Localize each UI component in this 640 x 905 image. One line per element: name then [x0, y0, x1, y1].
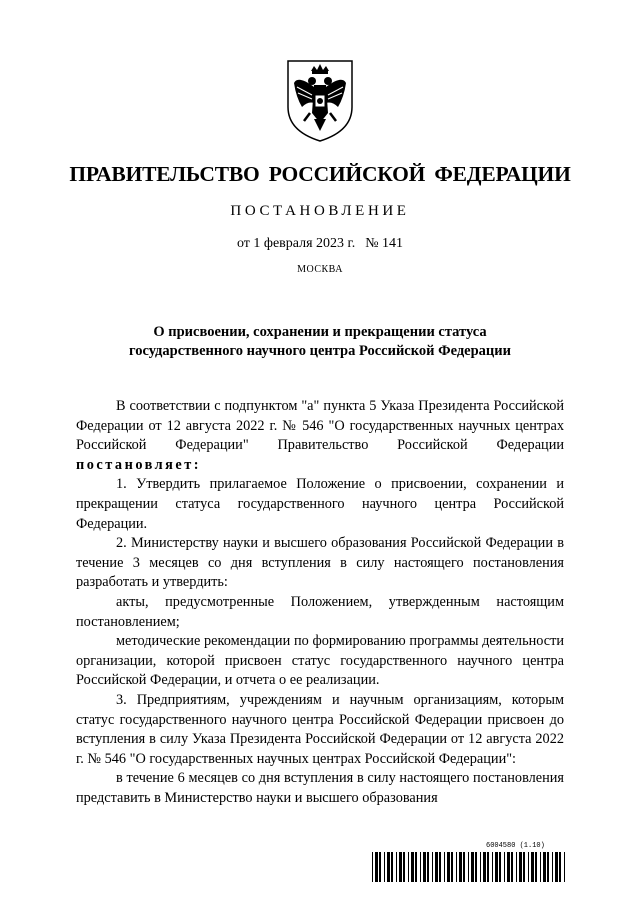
paragraph-3-item-1: в течение 6 месяцев со дня вступления в силу настоящего постановления представить в Министерство науки и высшего образования	[76, 770, 564, 806]
preamble-text: В соответствии с подпунктом "а" пункта 5 Указа Президента Российской Федерации от 12 августа 2022 г. № 546 "О государственных научных центрах Российской Федерации" Правительство Российской Федерации	[76, 398, 564, 454]
document-date: от 1 февраля 2023 г.	[236, 236, 356, 251]
document-type: ПОСТАНОВЛЕНИЕ	[230, 203, 410, 219]
barcode	[372, 852, 568, 882]
paragraph-3: 3. Предприятиям, учреждениям и научным организациям, которым статус государственного научного центра Российской Федерации присвоен до вступления в силу Указа Президента Российской Федерации от 12 августа 2022 г. № 546 "О государственных научных центрах Российской Федерации":	[76, 691, 564, 767]
resolution-keyword: постановляет:	[76, 456, 202, 473]
paragraph-2-item-1: акты, предусмотренные Положением, утвержденным настоящим постановлением;	[76, 593, 564, 630]
document-number: № 141	[365, 236, 404, 251]
document-body	[76, 397, 564, 808]
document-subject	[80, 323, 560, 361]
paragraph-preamble	[76, 397, 564, 475]
barcode-label: 6004580 (1.10)	[486, 842, 545, 850]
coat-of-arms-icon	[284, 57, 356, 143]
paragraph-2: 2. Министерству науки и высшего образования Российской Федерации в течение 3 месяцев со дня вступления в силу настоящего постановления разработать и утвердить:	[76, 535, 564, 591]
subject-line-2: государственного научного центра Российской Федерации	[129, 343, 511, 359]
paragraph-2-item-2: методические рекомендации по формированию программы деятельности организации, которой присвоен статус государственного научного центра Российской Федерации, и отчета о ее реализации.	[76, 633, 564, 689]
city: МОСКВА	[297, 264, 343, 275]
document-date-line	[0, 236, 640, 252]
org-title: ПРАВИТЕЛЬСТВО РОССИЙСКОЙ ФЕДЕРАЦИИ	[69, 162, 571, 186]
paragraph-1: 1. Утвердить прилагаемое Положение о присвоении, сохранении и прекращении статуса государственного научного центра Российской Федерации.	[76, 476, 564, 532]
subject-line-1: О присвоении, сохранении и прекращении статуса	[153, 324, 487, 340]
